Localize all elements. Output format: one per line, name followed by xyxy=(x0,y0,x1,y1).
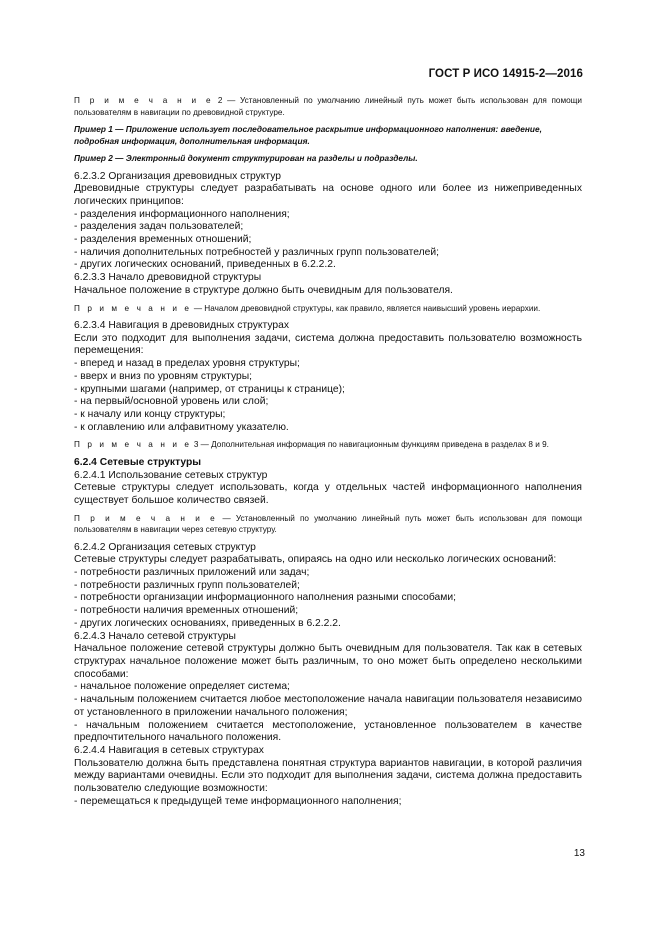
list-item: - начальным положением считается любое местоположение начала навигации пользователя независимо от установленного в приложении начального положения; xyxy=(74,694,582,718)
heading-6-2-4-1: 6.2.4.1 Использование сетевых структур xyxy=(74,469,268,481)
note-3 xyxy=(74,439,582,451)
list-item: - других логических оснований, приведенных в 6.2.2.2. xyxy=(74,259,336,271)
paragraph-6-2-3-4: Если это подходит для выполнения задачи, система должна предоставить пользователю возможность перемещения: xyxy=(74,332,582,357)
note-text: — Началом древовидной структуры, как правило, является наивысший уровень иерархии. xyxy=(191,303,541,313)
note-text: — Установленный по умолчанию линейный путь может быть использован для помощи пользователям в навигации через сетевую структуру. xyxy=(74,513,582,535)
note-2 xyxy=(74,95,582,118)
paragraph-6-2-4-4: Пользователю должна быть представлена понятная структура вариантов навигации, в которой различия между вариантами очевидны. Если это подходит для выполнения задачи, система должна предоставить пользователю следующие возможности: xyxy=(74,757,582,795)
list-item: - крупными шагами (например, от страницы к странице); xyxy=(74,383,345,395)
paragraph-6-2-4-2: Сетевые структуры следует разрабатывать, опираясь на одно или несколько логических оснований: xyxy=(74,554,557,566)
note-label: П р и м е ч а н и е xyxy=(74,303,192,313)
note-text: Дополнительная информация по навигационным функциям приведена в разделах 8 и 9. xyxy=(208,440,549,450)
list-item: - наличия дополнительных потребностей у различных групп пользователей; xyxy=(74,246,439,258)
paragraph-6-2-4-3: Начальное положение сетевой структуры должно быть очевидным для пользователя. Так как в сетевых структурах начальное положение может быть различным, то оно может быть определено несколькими способами: xyxy=(74,643,582,680)
heading-6-2-4-3: 6.2.4.3 Начало сетевой структуры xyxy=(74,630,236,642)
paragraph-6-2-4-1: Сетевые структуры следует использовать, когда у отдельных частей информационного наполнения существует большое количество связей. xyxy=(74,482,582,506)
note-label: П р и м е ч а н и е xyxy=(74,96,214,105)
list-item: - на первый/основной уровень или слой; xyxy=(74,396,269,408)
heading-6-2-3-3: 6.2.3.3 Начало древовидной структуры xyxy=(74,272,262,284)
paragraph-6-2-3-2: Древовидные структуры следует разрабатывать на основе одного или более из нижеприведенных логических принципов: xyxy=(74,183,582,207)
page-number: 13 xyxy=(573,848,585,859)
section-title: 6.2.4 Сетевые структуры xyxy=(74,456,202,468)
list-item: - разделения информационного наполнения; xyxy=(74,208,290,220)
paragraph-6-2-3-3: Начальное положение в структуре должно быть очевидным для пользователя. xyxy=(74,284,453,296)
document-code-header: ГОСТ Р ИСО 14915-2—2016 xyxy=(428,68,583,80)
list-item: - потребности наличия временных отношений; xyxy=(74,605,299,617)
list-item: - потребности различных приложений или задач; xyxy=(74,567,310,579)
list-item: - начальное положение определяет система; xyxy=(74,681,290,693)
list-item: - других логических основаниях, приведенных в 6.2.2.2. xyxy=(74,617,341,629)
note-6-2-4-1 xyxy=(74,513,582,536)
note-label: П р и м е ч а н и е xyxy=(74,440,192,450)
list-item: - к оглавлению или алфавитному указателю. xyxy=(74,421,289,433)
list-item: - перемещаться к предыдущей теме информационного наполнения; xyxy=(74,795,402,807)
heading-6-2-3-4: 6.2.3.4 Навигация в древовидных структурах xyxy=(74,320,289,332)
note-label: П р и м е ч а н и е xyxy=(74,513,218,523)
list-item: - начальным положением считается местоположение, установленное пользователем в качестве предпочтительного начального положения. xyxy=(74,719,582,744)
note-text: Установленный по умолчанию линейный путь может быть использован для помощи пользователям в навигации по древовидной структуре. xyxy=(74,96,582,117)
note-number: 3 — xyxy=(193,440,209,450)
heading-6-2-4-4: 6.2.4.4 Навигация в сетевых структурах xyxy=(74,744,264,756)
heading-6-2-4-2: 6.2.4.2 Организация сетевых структур xyxy=(74,541,256,553)
heading-6-2-4 xyxy=(74,457,582,470)
list-item: - разделения временных отношений; xyxy=(74,234,252,246)
list-item: - потребности различных групп пользователей; xyxy=(74,579,300,591)
list-item: - вверх и вниз по уровням структуры; xyxy=(74,370,252,382)
list-item: - разделения задач пользователей; xyxy=(74,221,244,233)
page-content xyxy=(74,95,582,808)
example-1: Пример 1 — Приложение использует последовательное раскрытие информационного наполнения: введение, подробная информация, дополнительная информация. xyxy=(74,124,542,146)
example-2: Пример 2 — Электронный документ структурирован на разделы и подразделы. xyxy=(74,153,418,163)
list-item: - к началу или концу структуры; xyxy=(74,408,226,420)
note-6-2-3-3 xyxy=(74,303,582,315)
list-item: - вперед и назад в пределах уровня структуры; xyxy=(74,358,300,370)
list-item: - потребности организации информационного наполнения разными способами; xyxy=(74,592,456,604)
heading-6-2-3-2: 6.2.3.2 Организация древовидных структур xyxy=(74,170,282,182)
note-number: 2 — xyxy=(217,96,236,105)
